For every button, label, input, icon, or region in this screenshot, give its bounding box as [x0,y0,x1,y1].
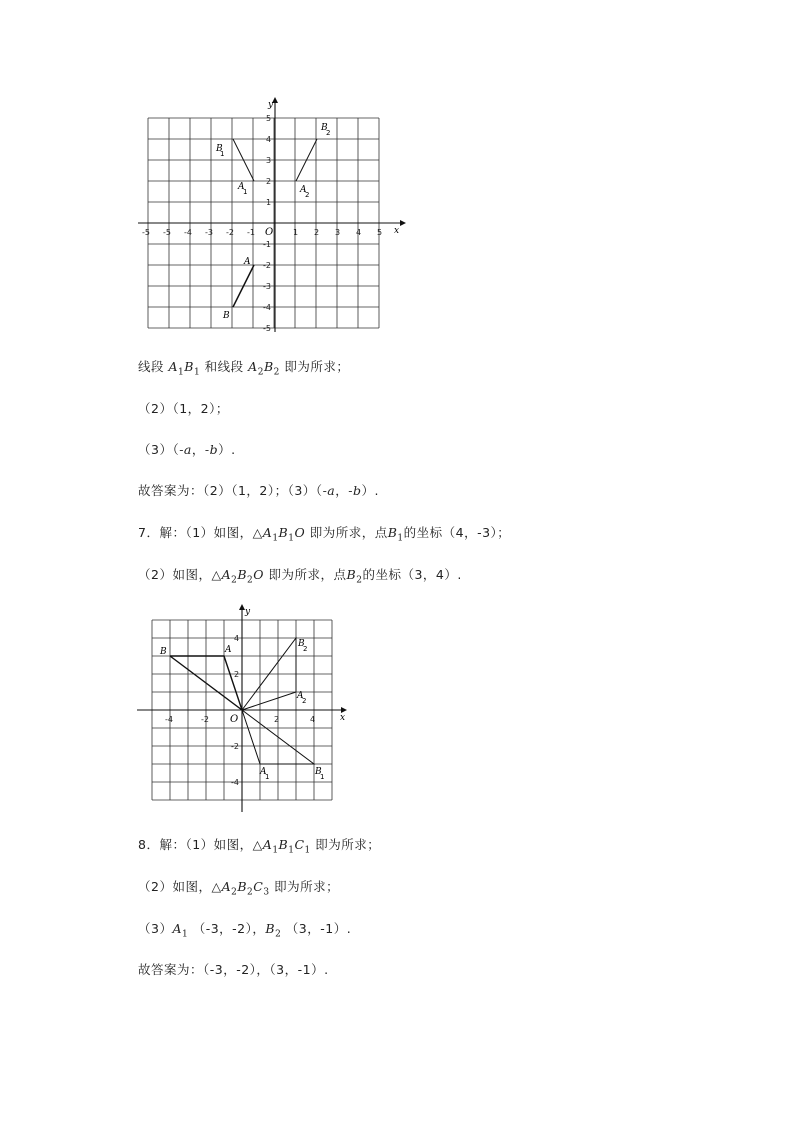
svg-text:1: 1 [320,773,325,781]
x-tick-label: 5 [377,228,383,237]
figure-2-y-axis-label: y [245,607,251,617]
problem-7-part-2: （2）如图，$\triangle A_2B_2O$ 即为所求，点$B_2$的坐标（3，4）. [138,567,462,586]
answer-part-2: （2）（1，2）； [138,401,229,416]
problem-7-part-1: 7．解：（1）如图，$\triangle A_1B_1O$ 即为所求，点$B_1$的坐标（4，-3）； [138,525,511,544]
figure-1-coordinate-grid [130,95,410,345]
y-tick-label: 4 [234,634,240,643]
svg-text:A: A [300,185,307,195]
problem-8-part-2: （2）如图，$\triangle A_2B_2C_3$ 即为所求； [138,879,340,898]
svg-text:1: 1 [243,188,248,196]
svg-text:B: B [223,311,230,321]
y-tick-label: 2 [234,670,240,679]
x-tick-label: -5 [142,228,150,237]
x-tick-label: 3 [335,228,341,237]
y-tick-label: -2 [231,742,239,751]
svg-text:B: B [160,647,167,657]
y-tick-label: 2 [266,177,272,186]
y-tick-label: 4 [266,135,272,144]
x-tick-label: -5 [163,228,171,237]
svg-text:1: 1 [265,773,270,781]
final-answer-6: 故答案为：（2）（1，2）；（3）（-a，-b）. [138,483,379,498]
y-tick-label: -5 [263,324,271,333]
y-tick-label: -3 [263,282,271,291]
svg-text:A: A [260,767,267,777]
svg-text:B: B [321,123,328,133]
x-tick-label: 4 [310,715,316,724]
svg-text:B: B [298,639,305,649]
y-tick-label: -1 [263,240,271,249]
x-tick-label: -2 [201,715,209,724]
problem-8-part-3: $(3)A_1$ （-3，-2），$B_2$ （3，-1）. [138,921,352,940]
x-tick-label: 2 [314,228,320,237]
y-tick-label: -4 [263,303,271,312]
x-tick-label: -1 [247,228,255,237]
x-tick-label: -4 [184,228,192,237]
figure-2-x-axis-label: x [340,713,346,723]
problem-8-part-1: 8．解：（1）如图，$\triangle A_1B_1C_1$ 即为所求； [138,837,381,856]
svg-text:2: 2 [305,191,310,199]
y-tick-label: -4 [231,778,239,787]
x-tick-label: -4 [165,715,173,724]
x-tick-label: 4 [356,228,362,237]
y-tick-label: 5 [266,114,272,123]
svg-text:A: A [238,182,245,192]
x-tick-label: -2 [226,228,234,237]
answer-line-segments: 线段 $A_1B_1$ 和线段 $A_2B_2$ 即为所求； [138,359,350,378]
final-answer-8: 故答案为：（-3，-2），（3，-1）. [138,962,329,977]
x-tick-label: -3 [205,228,213,237]
svg-text:A: A [225,645,232,655]
y-tick-label: -2 [263,261,271,270]
svg-text:A: A [297,691,304,701]
figure-1-y-axis-label: y [268,100,274,110]
svg-text:2: 2 [326,129,331,137]
figure-1-origin-label: O [265,227,274,238]
answer-part-3: （3）（-a，-b）. [138,442,236,457]
svg-text:A: A [244,257,251,267]
svg-text:2: 2 [303,645,308,653]
svg-text:2: 2 [302,697,307,705]
y-tick-label: 1 [266,198,272,207]
x-tick-label: 2 [274,715,280,724]
svg-text:B: B [216,144,223,154]
figure-1-x-axis-label: x [394,226,400,236]
svg-text:1: 1 [220,150,225,158]
svg-text:B: B [315,767,322,777]
y-tick-label: 3 [266,156,272,165]
figure-2-origin-label: O [230,714,239,725]
figure-2-coordinate-grid [135,602,355,817]
x-tick-label: 1 [293,228,299,237]
